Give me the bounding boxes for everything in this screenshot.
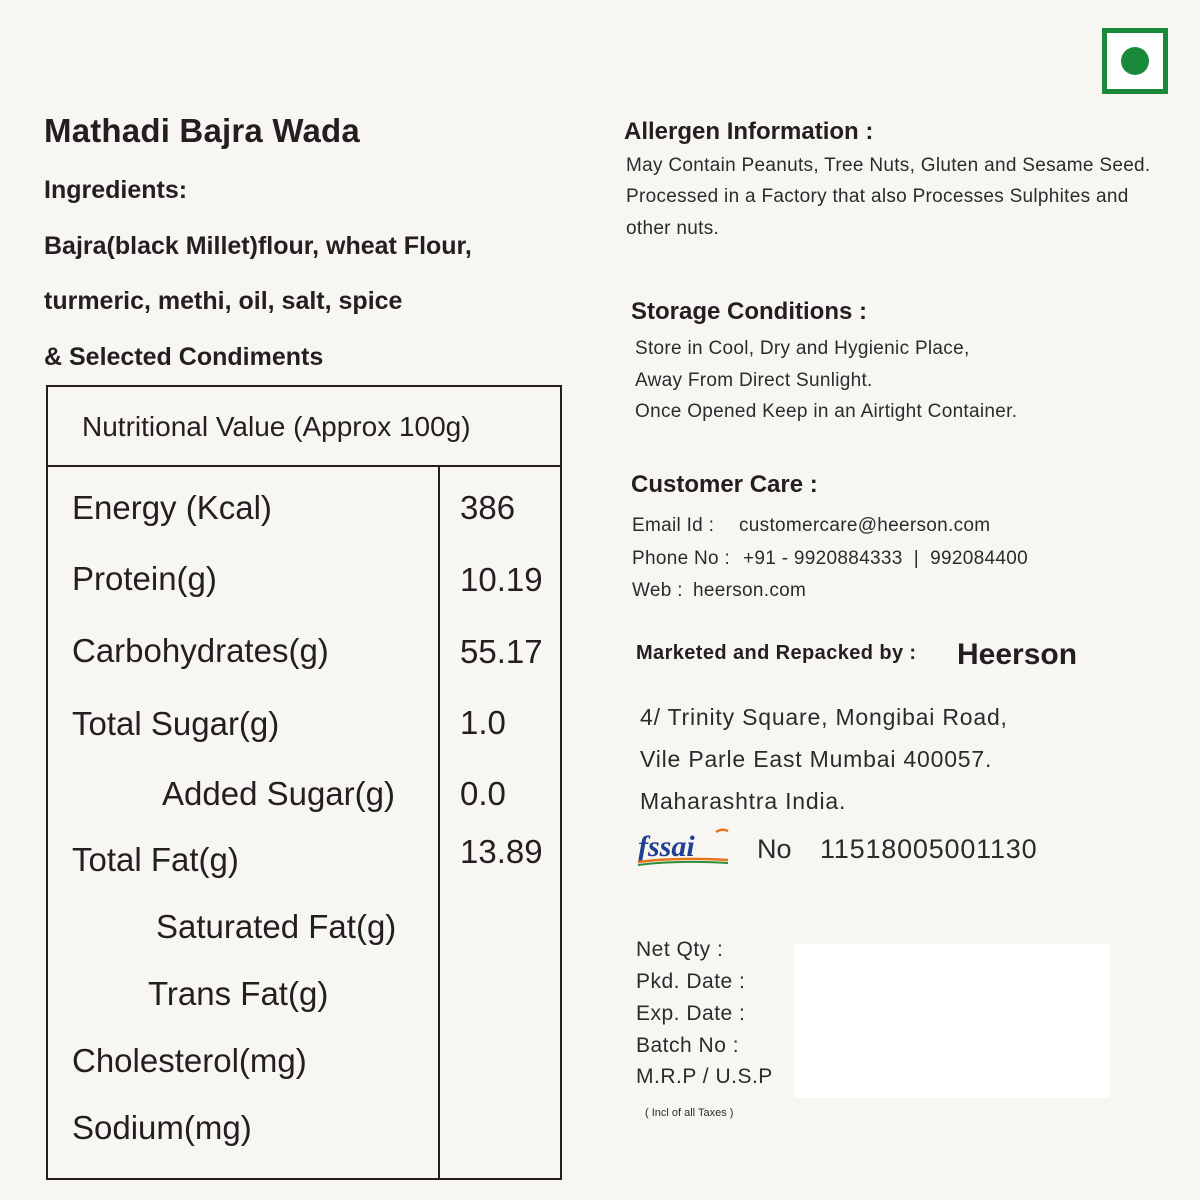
tax-note: ( Incl of all Taxes ) [645, 1107, 734, 1119]
nutrition-table [46, 385, 562, 1180]
customer-care-heading: Customer Care : [631, 471, 818, 498]
nutrition-column-divider [438, 467, 440, 1178]
product-title: Mathadi Bajra Wada [44, 112, 360, 149]
storage-heading: Storage Conditions : [631, 298, 867, 325]
marketed-by-label: Marketed and Repacked by : [636, 642, 917, 664]
fssai-no-label: No [757, 834, 792, 864]
storage-line-2: Away From Direct Sunlight. [635, 370, 873, 391]
nutrient-label-energy: Energy (Kcal) [72, 489, 272, 526]
allergen-heading: Allergen Information : [624, 118, 874, 145]
allergen-line-1: May Contain Peanuts, Tree Nuts, Gluten and Sesame Seed. [626, 155, 1151, 176]
print-area-box [794, 944, 1110, 1098]
nutrient-label-total-sugar: Total Sugar(g) [72, 705, 280, 742]
veg-dot [1121, 47, 1149, 75]
allergen-line-2: Processed in a Factory that also Processes Sulphites and [626, 186, 1129, 207]
pkd-date-label: Pkd. Date : [636, 970, 746, 993]
phone-label: Phone No : [632, 548, 731, 569]
net-qty-label: Net Qty : [636, 938, 724, 961]
address-line-1: 4/ Trinity Square, Mongibai Road, [640, 704, 1008, 730]
address-line-3: Maharashtra India. [640, 788, 847, 814]
fssai-number: 11518005001130 [820, 834, 1038, 864]
fssai-logo [636, 826, 732, 866]
nutrient-value-protein: 10.19 [460, 561, 543, 598]
fssai-logo-text: fssai [638, 830, 695, 863]
web-label: Web : [632, 580, 683, 601]
brand-name: Heerson [957, 638, 1078, 671]
email-label: Email Id : [632, 515, 715, 536]
ingredients-line-1: Bajra(black Millet)flour, wheat Flour, [44, 232, 472, 260]
nutrient-label-saturated-fat: Saturated Fat(g) [156, 908, 397, 945]
nutrient-label-protein: Protein(g) [72, 560, 217, 597]
batch-no-label: Batch No : [636, 1034, 740, 1057]
nutrition-header [48, 387, 560, 467]
address-line-2: Vile Parle East Mumbai 400057. [640, 746, 993, 772]
nutrient-label-trans-fat: Trans Fat(g) [148, 975, 329, 1012]
ingredients-heading: Ingredients: [44, 176, 188, 204]
nutrient-value-carbohydrates: 55.17 [460, 633, 543, 670]
web-link[interactable]: heerson.com [693, 580, 807, 601]
nutrient-value-added-sugar: 0.0 [460, 775, 506, 812]
storage-line-3: Once Opened Keep in an Airtight Container. [635, 401, 1018, 422]
nutrient-value-total-fat: 13.89 [460, 833, 543, 870]
nutrient-value-energy: 386 [460, 489, 516, 526]
nutrient-label-cholesterol: Cholesterol(mg) [72, 1042, 307, 1079]
phone-numbers: +91 - 9920884333 | 992084400 [743, 548, 1028, 569]
nutrient-label-added-sugar: Added Sugar(g) [162, 775, 395, 812]
storage-line-1: Store in Cool, Dry and Hygienic Place, [635, 338, 970, 359]
exp-date-label: Exp. Date : [636, 1002, 746, 1025]
ingredients-line-3: & Selected Condiments [44, 343, 324, 371]
allergen-line-3: other nuts. [626, 218, 720, 239]
nutrient-label-carbohydrates: Carbohydrates(g) [72, 632, 329, 669]
nutrient-value-total-sugar: 1.0 [460, 704, 506, 741]
mrp-label: M.R.P / U.S.P [636, 1065, 773, 1088]
email-link[interactable]: customercare@heerson.com [739, 515, 991, 536]
nutrient-label-sodium: Sodium(mg) [72, 1109, 252, 1146]
ingredients-line-2: turmeric, methi, oil, salt, spice [44, 287, 403, 315]
nutrient-label-total-fat: Total Fat(g) [72, 841, 239, 878]
nutrition-heading: Nutritional Value (Approx 100g) [82, 411, 471, 442]
veg-symbol-icon [1102, 28, 1168, 94]
